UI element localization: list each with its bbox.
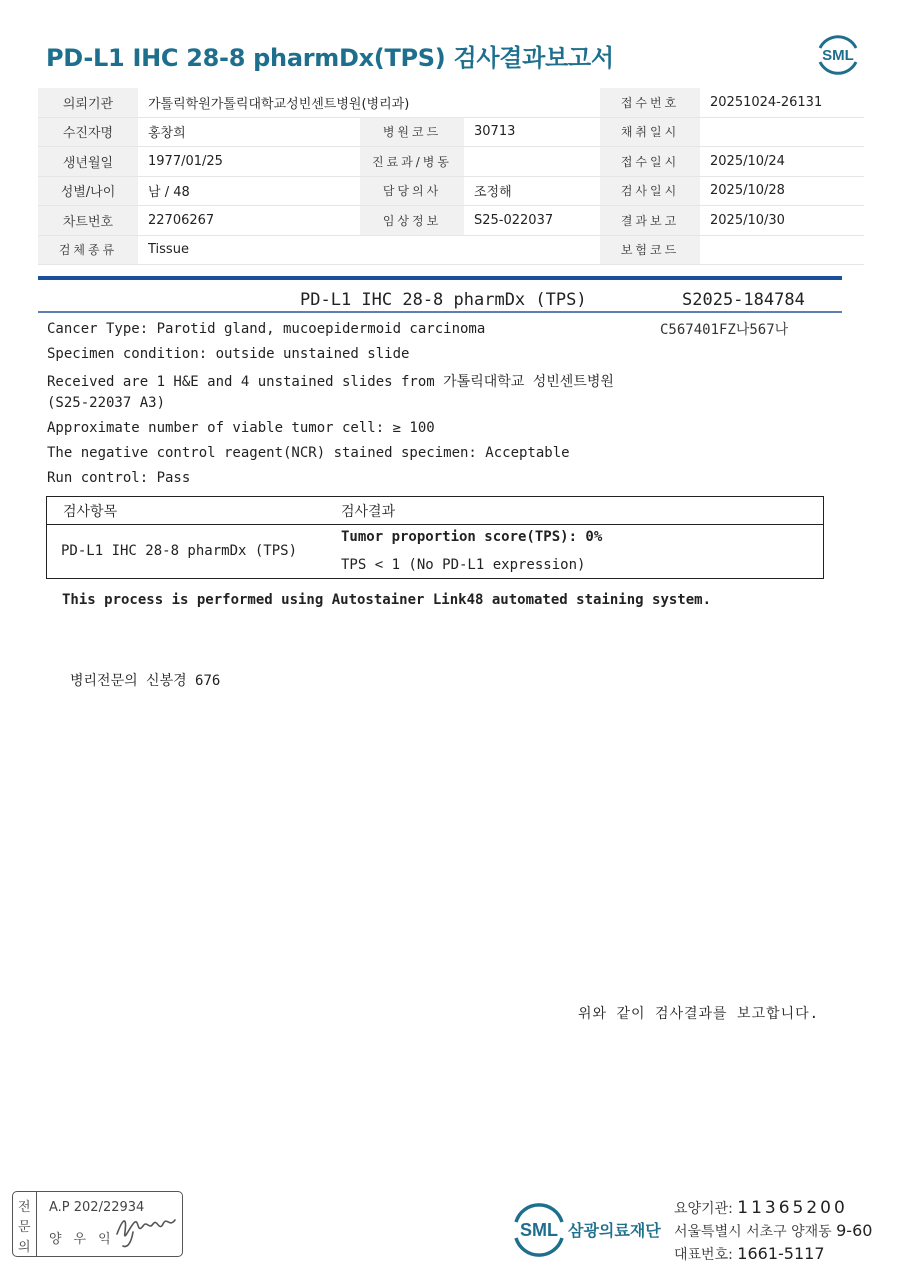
- info-value: [464, 235, 600, 265]
- info-label: 병원코드: [360, 117, 464, 147]
- info-label: 검사일시: [600, 176, 700, 206]
- info-value: 1977/01/25: [138, 147, 360, 177]
- stamp-char: 문: [18, 1220, 31, 1235]
- info-value: S25-022037: [464, 206, 600, 236]
- info-row: [38, 176, 864, 206]
- stamp-license: A.P 202/22934: [49, 1200, 145, 1215]
- sml-logo-top: [814, 30, 862, 78]
- info-label: 임상정보: [360, 206, 464, 236]
- specialist-stamp: [12, 1191, 183, 1257]
- info-value: [700, 117, 864, 147]
- info-row: [38, 147, 864, 177]
- specimen-condition-line: Specimen condition: outside unstained slide: [47, 346, 410, 362]
- phone-value: 1661-5117: [737, 1244, 825, 1263]
- report-top-rule: [38, 276, 842, 280]
- pathologist-line: 병리전문의 신봉경 676: [70, 673, 221, 689]
- run-control-line: Run control: Pass: [47, 470, 191, 486]
- info-value: [700, 235, 864, 265]
- org-name: 삼광의료재단: [568, 1221, 661, 1240]
- sml-logo-text: SML: [520, 1220, 558, 1240]
- info-label: 수진자명: [38, 117, 138, 147]
- process-note: This process is performed using Autostainer Link48 automated staining system.: [62, 592, 712, 608]
- received-slides-line: Received are 1 H&E and 4 unstained slides from 가톨릭대학교 성빈센트병원: [47, 374, 614, 390]
- info-label: 결과보고: [600, 206, 700, 236]
- info-label: 차트번호: [38, 206, 138, 236]
- info-value: 홍창희: [138, 117, 360, 147]
- result-header-divider: [47, 524, 823, 525]
- info-row: [38, 117, 864, 147]
- info-value: 20251024-26131: [700, 88, 864, 117]
- info-value: 조정해: [464, 176, 600, 206]
- info-row: [38, 235, 864, 265]
- result-col1-header: 검사항목: [63, 504, 118, 520]
- report-number: S2025-184784: [682, 290, 805, 310]
- info-value: 가톨릭학원가톨릭대학교성빈센트병원(병리과): [138, 88, 600, 117]
- info-row: [38, 206, 864, 236]
- info-row: [38, 88, 864, 117]
- info-label: 성별/나이: [38, 176, 138, 206]
- info-value: 30713: [464, 117, 600, 147]
- sml-logo-icon: [510, 1200, 568, 1258]
- info-label: 담당의사: [360, 176, 464, 206]
- result-main: Tumor proportion score(TPS): 0%: [341, 529, 603, 545]
- document-title: PD-L1 IHC 28-8 pharmDx(TPS) 검사결과보고서: [46, 44, 614, 72]
- info-value: 22706267: [138, 206, 360, 236]
- slide-id-line: (S25-22037 A3): [47, 395, 166, 411]
- stamp-char: 전: [18, 1200, 31, 1215]
- report-sub-rule: [38, 311, 842, 313]
- info-label: 검체종류: [38, 235, 138, 265]
- stamp-name: 양우익: [49, 1232, 123, 1247]
- address: [674, 1221, 872, 1241]
- tumor-cell-line: Approximate number of viable tumor cell: ≥ 100: [47, 420, 435, 436]
- cancer-type-line: Cancer Type: Parotid gland, mucoepidermoid carcinoma: [47, 321, 486, 337]
- info-value: 2025/10/30: [700, 206, 864, 236]
- ncr-line: The negative control reagent(NCR) stained specimen: Acceptable: [47, 445, 570, 461]
- result-sub: TPS < 1 (No PD-L1 expression): [341, 557, 586, 573]
- stamp-vertical-label: [13, 1192, 37, 1256]
- institution-code-value: 11365200: [737, 1198, 848, 1218]
- address-number: 9-60: [836, 1221, 873, 1240]
- stamp-char: 의: [18, 1240, 31, 1255]
- closing-statement: 위와 같이 검사결과를 보고합니다.: [578, 1006, 820, 1022]
- info-value: 2025/10/28: [700, 176, 864, 206]
- address-text: 서울특별시 서초구 양재동: [674, 1224, 832, 1240]
- institution-code: [674, 1198, 848, 1218]
- info-label: 보험코드: [600, 235, 700, 265]
- info-value: 남 / 48: [138, 176, 360, 206]
- institution-code-label: 요양기관:: [674, 1201, 733, 1217]
- info-value: [464, 147, 600, 177]
- info-label: 의뢰기관: [38, 88, 138, 117]
- sml-logo-bottom: [510, 1200, 664, 1258]
- result-table: [46, 496, 824, 579]
- result-item: PD-L1 IHC 28-8 pharmDx (TPS): [61, 543, 298, 559]
- info-label: 진료과/병동: [360, 147, 464, 177]
- info-value: Tissue: [138, 235, 360, 265]
- info-label: [360, 235, 464, 265]
- sml-logo-text: SML: [822, 47, 854, 64]
- info-value: 2025/10/24: [700, 147, 864, 177]
- result-col2-header: 검사결과: [341, 504, 396, 520]
- info-label: 접수번호: [600, 88, 700, 117]
- signature-icon: [113, 1204, 183, 1250]
- info-label: 생년월일: [38, 147, 138, 177]
- report-test-title: PD-L1 IHC 28-8 pharmDx (TPS): [300, 290, 587, 310]
- info-label: 채취일시: [600, 117, 700, 147]
- phone: [674, 1244, 825, 1264]
- patient-info-table: [38, 88, 864, 265]
- report-code: C567401FZ나567나: [660, 322, 789, 338]
- info-label: 접수일시: [600, 147, 700, 177]
- phone-label: 대표번호:: [674, 1247, 733, 1263]
- sml-logo-icon: [814, 30, 862, 78]
